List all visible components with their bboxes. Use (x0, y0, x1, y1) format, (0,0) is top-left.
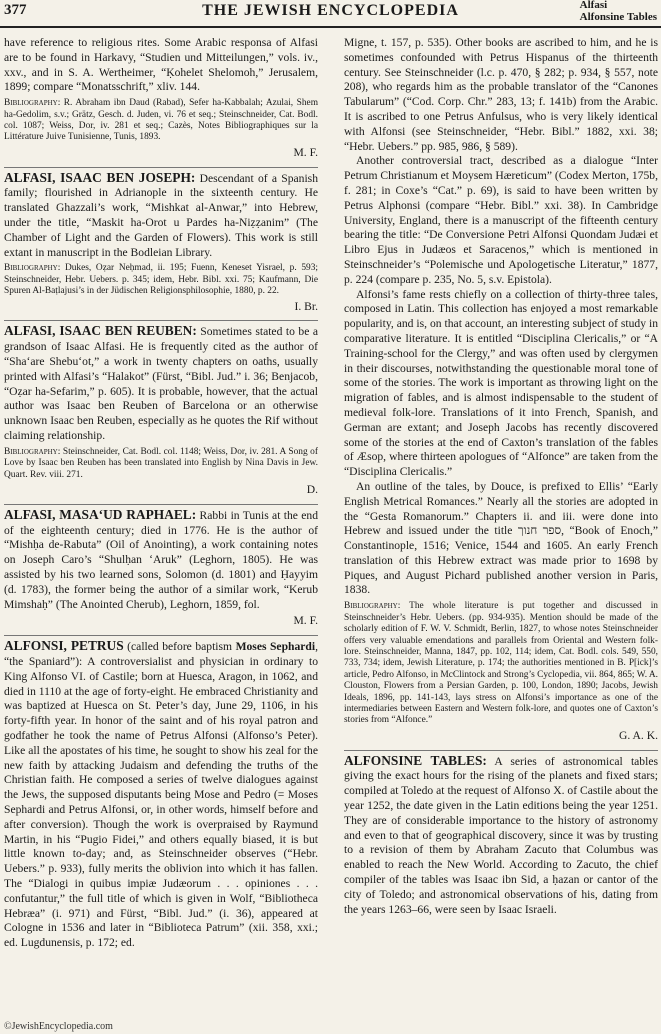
entry-text: Descendant of a Spanish family; flourished in Adrianople in the sixteenth century. He translated Ghazzali’s work, “Mishkat al-Anwar,” into Hebrew, under the title, “Maskit ha-Orot u Pardes ha-Niẓẓanim” (The Chamber of Light and the Garden of Flowers). This work is still extant in manuscript in the Bodleian Library. (4, 171, 318, 259)
entry-alfonsine-tables (344, 754, 658, 918)
running-title: THE JEWISH ENCYCLOPEDIA (202, 2, 459, 19)
bibliography (4, 98, 318, 144)
bibliography-label: Bibliography: (4, 98, 61, 109)
entry-headword: ALFONSI, PETRUS (4, 638, 124, 654)
right-column (344, 36, 658, 1016)
paragraph: Alfonsi’s fame rests chiefly on a collection of thirty-three tales, composed in Latin. This collection has enjoyed a most remarkable popularity, and is, on that account, an interesting subject of study in comparative literature. It is entitled “Disciplina Clericalis,” or “A Training-school for the Clergy,” and was often used by clergymen in their discourses, notwithstanding the questionable moral tone of some of the stories. The work is important as throwing light on the migration of fables, and is almost indispensable to the student of medieval folk-lore. Translations of it into French, Spanish, and German are extant; and Joseph Jacobs has recently discovered some of the stories at the end of Caxton’s translation of the fables of Æsop, where thirteen apologues of “Alfonce” are taken from the “Disciplina Clericalis.” (344, 287, 658, 479)
catchword-first: Alfasi (579, 0, 608, 11)
bibliography-label: Bibliography: (4, 263, 61, 274)
bibliography-text: R. Abraham ibn Daud (Rabad), Sefer ha-Kabbalah; Azulai, Shem ha-Gedolim, s.v.; Grätz, Gesch. d. Juden, vi. 76 et seq.; Steinschneider, Cat. Bodl. col. 1087; Weiss, Dor, iv. 281 et seq.; Cazès, Notes Bibliographiques sur la Littérature Juive Tunisienne, Tunis, 1893. (4, 98, 318, 143)
paragraph: Migne, t. 157, p. 535). Other books are ascribed to him, and he is sometimes confounded with Petrus Hispanus of the thirteenth century. See Steinschneider (l.c. p. 470, § 282; p. 934, § 557, note 208), who regards him as the probable translator of the “Canones Tabularum” (“Cod. Corp. Chr.” 283, 13; f. 141b) from the Arabic. It is ascribed to one Petrus Anfulsus, who is very likely identical with Alfonsi (see Steinschneider, “Hebr. Bibl.” 1882, xxi. 38; “Hebr. Uebers.” pp. 985, 986, § 589). (344, 36, 658, 153)
left-column (4, 36, 318, 1016)
author-signature: I. Br. (294, 299, 318, 313)
entry-alfonsi-petrus (4, 639, 318, 951)
entry-text: A series of astronomical tables giving the exact hours for the rising of the planets and fixed stars; compiled at Toledo at the request of Alfonso X. of Castile about the year 1252, the date given in the Latin editions being the year 1251. They are of considerable importance to the history of astronomy and even to that of geographical discovery, since it was by trusting to a revision of them by Abraham Zacuto that Columbus was enabled to reach the New World. According to Zacuto, the chief compiler of the tables was Isaac ibn Sid, a ḥazan or cantor of the city of Toledo; and astronomical observations of his, dating from the years 1263–66, were seen by Isaac Israeli. (344, 754, 658, 916)
entry-divider (4, 504, 318, 505)
page-number: 377 (4, 2, 27, 18)
catchword-last: Alfonsine Tables (579, 11, 657, 23)
entry-text: Rabbi in Tunis at the end of the eighteenth century; died in 1776. He is the author of “Mishḥa de-Rabuta” (Oil of Anointing), a work containing notes on Joseph Caro’s “Shulḥan ‘Aruk” (Leghorn, 1805). He was assisted by his two learned sons, Solomon (d. 1801) and Ḥayyim (d. 1783), the former being the author of a similar work, “Kerub Mimshaḥ” (The Anointed Cherub), Leghorn, 1859, fol. (4, 508, 318, 611)
paragraph: An outline of the tales, by Douce, is prefixed to Ellis’ “Early English Metrical Romances.” Nearly all the stories are adopted in the “Gesta Romanorum.” Chapters ii. and iii. were done into Hebrew and issued under the title ספר חנוך, “Book of Enoch,” Constantinople, 1516; Venice, 1544 and 1605. An early French translation of this Hebrew extract was made prior to 1698 by Piques, and August Pichard published another version in Paris, 1838. (344, 479, 658, 597)
bibliography (4, 447, 318, 481)
paragraph: have reference to religious rites. Some Arabic responsa of Alfasi are to be found in Harkavy, “Studien und Mitteilungen,” vols. iv., xxv., and in S. A. Wertheimer, “Ḳohelet Shelomoh,” Jerusalem, 1899; compare “Monatsschrift,” xliv. 144. (4, 36, 318, 94)
bibliography-text: The whole literature is put together and discussed in Steinschneider’s Hebr. Uebers. (pp. 934-935). Mention should be made of the scholarly edition of F. W. V. Schmidt, Berlin, 1827, to whose notes Steinschneider offers very valuable emendations and parallels from Oriental and Western folk-lore. Steinschneider, Manna, 1847, pp. 102, 114; idem, Cat. Bodl. cols. 549, 550, 733, 734; idem, Jewish Literature, p. 174; the authorities mentioned in B. P[ick]’s article, Pedro Alfonso, in McClintock and Strong’s Cyclopedia, vii. 864, 865; W. A. Clouston, Flowers from a Persian Garden, p. 100, London, 1890; Jacobs, Jewish Ideals, 1896, pp. 141-143, lays stress on Alfonsi’s importance as one of the intermediaries between Eastern and Western folk-lore, and quotes one of Caxton’s stories from “Alfonce.” (344, 601, 658, 726)
entry-headword: ALFASI, MASA‘UD RAPHAEL: (4, 506, 197, 522)
author-signature: M. F. (293, 614, 318, 628)
bibliography-label: Bibliography: (344, 601, 401, 612)
entry-alfasi-masaud-raphael (4, 508, 318, 613)
entry-text: Sometimes stated to be a grandson of Isaac Alfasi. He is frequently cited as the author of “Sha‘are Shebu‘ot,” a work in twenty chapters on oaths, usually printed with Alfasi’s “Halakot” (Fürst, “Bibl. Jud.” i. 36; Benjacob, “Oẓar ha-Sefarim,” p. 605). It is probable, however, that the actual author was Isaac ben Reuben of Barcelona or an otherwise unknown Isaac ben Reuben, especially as he quotes the Rif without claiming relationship. (4, 325, 318, 442)
bibliography (4, 263, 318, 297)
page-header (0, 0, 661, 28)
baptismal-name: Moses Sephardi (235, 640, 316, 654)
entry-alfasi-isaac-ben-reuben (4, 324, 318, 443)
entry-alfasi-isaac-ben-joseph (4, 171, 318, 261)
author-signature: D. (306, 483, 318, 496)
paragraph: Another controversial tract, described as a dialogue “Inter Petrum Christianum et Moysem Hæreticum” (Codex Merton, 175b, f. 281; in Coxe’s “Cat.” p. 69), is said to have been written by Petrus Alphonsi (compare “Hebr. Bibl.” xxi. 38). In Cambridge University, England, there is a manuscript of the fifteenth century bearing the title: “De Conversione Petri Alfonsi Quondam Judæi et Libro Ejus in Judæos et Saracenos,” which is mentioned in Steinschneider’s “Polemische und Apologetische Literatur,” 1877, p. 224 (compare p. 235, No. 5, s.v. Epistola). (344, 154, 658, 286)
bibliography-text: Steinschneider, Cat. Bodl. col. 1148; Weiss, Dor, iv. 281. A Song of Love by Isaac ben Reuben has been translated into English by Nina Davis in Jew. Quart. Rev. viii. 271. (4, 446, 318, 480)
entry-text: (called before baptism (123, 640, 236, 654)
author-signature: G. A. K. (619, 728, 658, 742)
entry-divider (4, 320, 318, 321)
entry-divider (4, 167, 318, 168)
catchwords (580, 0, 657, 23)
entry-headword: ALFONSINE TABLES: (344, 752, 487, 768)
entry-text: , “the Spaniard”): A controversialist and physician in ordinary to King Alfonso VI. of Castile; born at Huesca, Aragon, in 1062, and died in 1110 at the age of forty-eight. He embraced Christianity and was baptized at Huesca on St. Peter’s day, June 29, 1106, in his forty-fifth year. In honor of the saint and of his royal patron and godfather he took the name of Petrus Alfonsi (Alfonso’s Peter). Like all the apostates of his time, he sought to show his zeal for the new faith by attacking Judaism and defending the truths of the Christian faith. He composed a series of twelve dialogues against the Jews, the supposed disputants being Mose and Pedro (= Moses Sephardi and Petrus Alfonsi, or, in other words, himself before and after conversion). Though the work is overpraised by Raymund Martin, in his “Pugio Fidei,” and others equally biased, it is but little known to-day; and, as Steinschneider observes (“Hebr. Uebers.” p. 933), fully merits the oblivion into which it has fallen. The “Dialogi in quibus impiæ Judæorum . . . opiniones . . . confutantur,” the full title of which is given in Wolf, “Bibliotheca Hebræa” (i. 971) and Fürst, “Bibl. Jud.” (i. 36), appeared at Cologne in 1536 and later in “Biblioteca Patrum” (xii. 358, xxi.; ed. Lugdunensis, p. 172; ed. (4, 640, 318, 950)
entry-headword: ALFASI, ISAAC BEN REUBEN: (4, 323, 197, 339)
bibliography-text: Dukes, Oẓar Neḥmad, ii. 195; Fuenn, Keneset Yisrael, p. 593; Steinschneider, Hebr. Uebers. p. 345; idem, Hebr. Bibl. xxi. 75; Kaufmann, Die Spuren Al-Baṭlajusi’s in der Jüdischen Religionsphilosophie, 1880, p. 22. (4, 263, 318, 297)
entry-divider (4, 635, 318, 636)
entry-divider (344, 750, 658, 751)
copyright-footer: ©JewishEncyclopedia.com (4, 1021, 113, 1032)
bibliography (344, 601, 658, 726)
bibliography-label: Bibliography: (4, 446, 61, 457)
entry-headword: ALFASI, ISAAC BEN JOSEPH: (4, 169, 196, 185)
author-signature: M. F. (293, 145, 318, 159)
